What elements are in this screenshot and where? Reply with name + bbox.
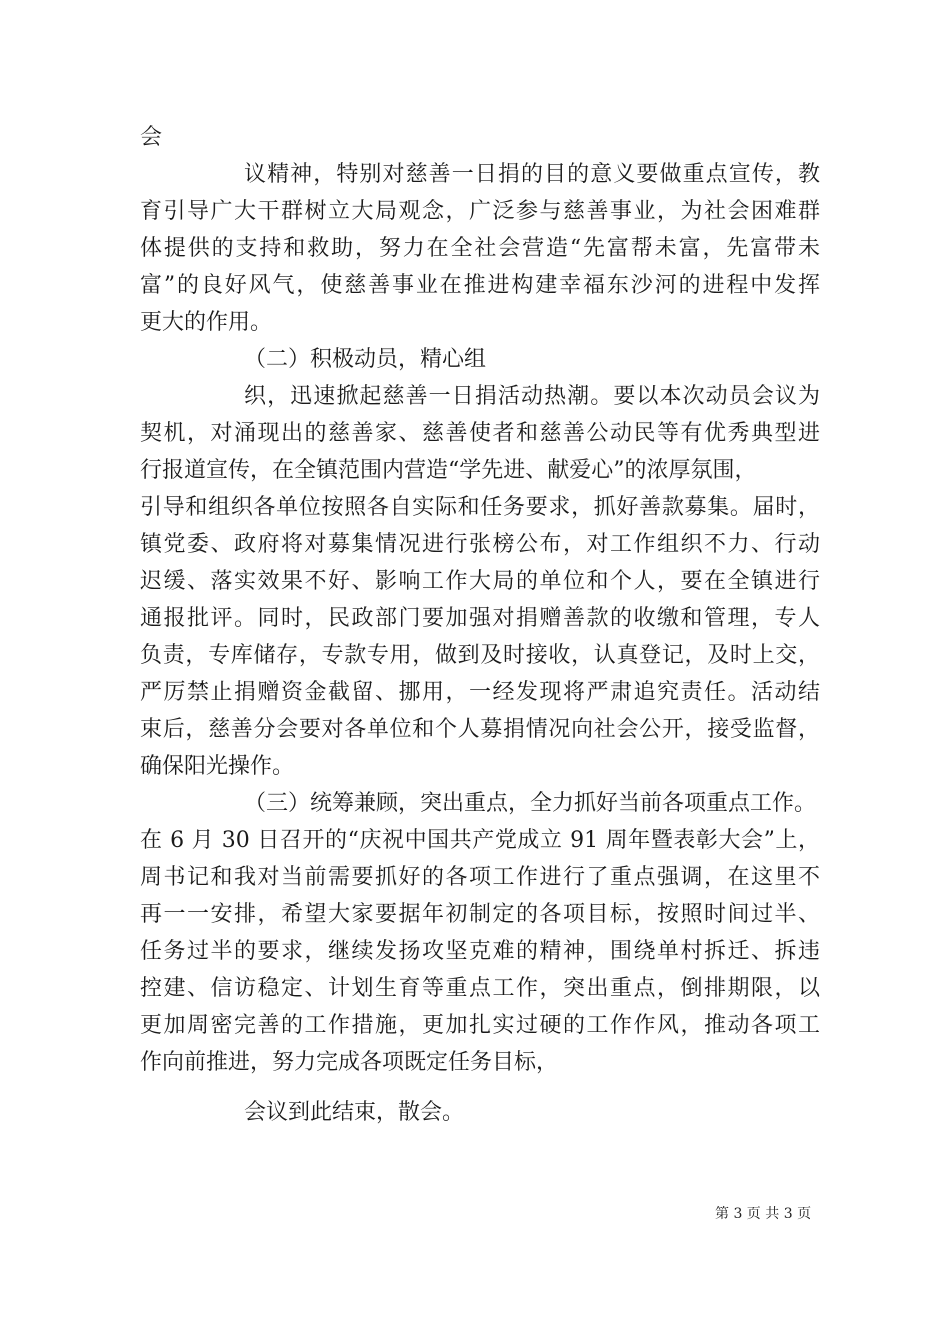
text-line: 周书记和我对当前需要抓好的各项工作进行了重点强调，在这里不	[140, 865, 820, 890]
text-line: 更加周密完善的工作措施，更加扎实过硬的工作作风，推动各项工	[140, 1013, 820, 1038]
text-line: 确保阳光操作。	[140, 754, 295, 779]
page-number: 第 3 页 共 3 页	[715, 1206, 812, 1222]
text-line: 迟缓、落实效果不好、影响工作大局的单位和个人，要在全镇进行	[140, 569, 820, 594]
text-line: 契机，对涌现出的慈善家、慈善使者和慈善公动民等有优秀典型进	[140, 421, 820, 446]
text-line: 在 6 月 30 日召开的“庆祝中国共产党成立 91 周年暨表彰大会”上，	[140, 828, 820, 853]
closing-line: 会议到此结束，散会。	[244, 1100, 465, 1125]
text-line: 引导和组织各单位按照各自实际和任务要求，抓好善款募集。届时，	[140, 495, 820, 520]
text-line: 体提供的支持和救助，努力在全社会营造“先富帮未富，先富带未	[140, 236, 820, 261]
text-line: 再一一安排，希望大家要据年初制定的各项目标，按照时间过半、	[140, 902, 820, 927]
text-line: 议精神，特别对慈善一日捐的目的意义要做重点宣传，教	[244, 162, 820, 187]
text-line: 育引导广大干群树立大局观念，广泛参与慈善事业，为社会困难群	[140, 199, 820, 224]
text-line: 会	[140, 125, 163, 150]
text-line: 通报批评。同时，民政部门要加强对捐赠善款的收缴和管理，专人	[140, 606, 820, 631]
text-line: 更大的作用。	[140, 310, 273, 335]
text-line: 控建、信访稳定、计划生育等重点工作，突出重点，倒排期限，以	[140, 976, 820, 1001]
text-line: 负责，专库储存，专款专用，做到及时接收，认真登记，及时上交，	[140, 643, 820, 668]
text-line: 束后，慈善分会要对各单位和个人募捐情况向社会公开，接受监督，	[140, 717, 820, 742]
text-line: 严厉禁止捐赠资金截留、挪用，一经发现将严肃追究责任。活动结	[140, 680, 820, 705]
text-line: 行报道宣传，在全镇范围内营造“学先进、献爱心”的浓厚氛围，	[140, 458, 757, 483]
text-line: 织，迅速掀起慈善一日捐活动热潮。要以本次动员会议为	[244, 384, 820, 409]
text-line: 任务过半的要求，继续发扬攻坚克难的精神，围绕单村拆迁、拆违	[140, 939, 820, 964]
text-line: 镇党委、政府将对募集情况进行张榜公布，对工作组织不力、行动	[140, 532, 820, 557]
text-line: 富”的良好风气，使慈善事业在推进构建幸福东沙河的进程中发挥	[140, 273, 820, 298]
section-heading: （三）统筹兼顾，突出重点，全力抓好当前各项重点工作。	[244, 791, 817, 816]
section-heading: （二）积极动员，精心组	[244, 347, 487, 372]
text-line: 作向前推进，努力完成各项既定任务目标，	[140, 1050, 559, 1075]
